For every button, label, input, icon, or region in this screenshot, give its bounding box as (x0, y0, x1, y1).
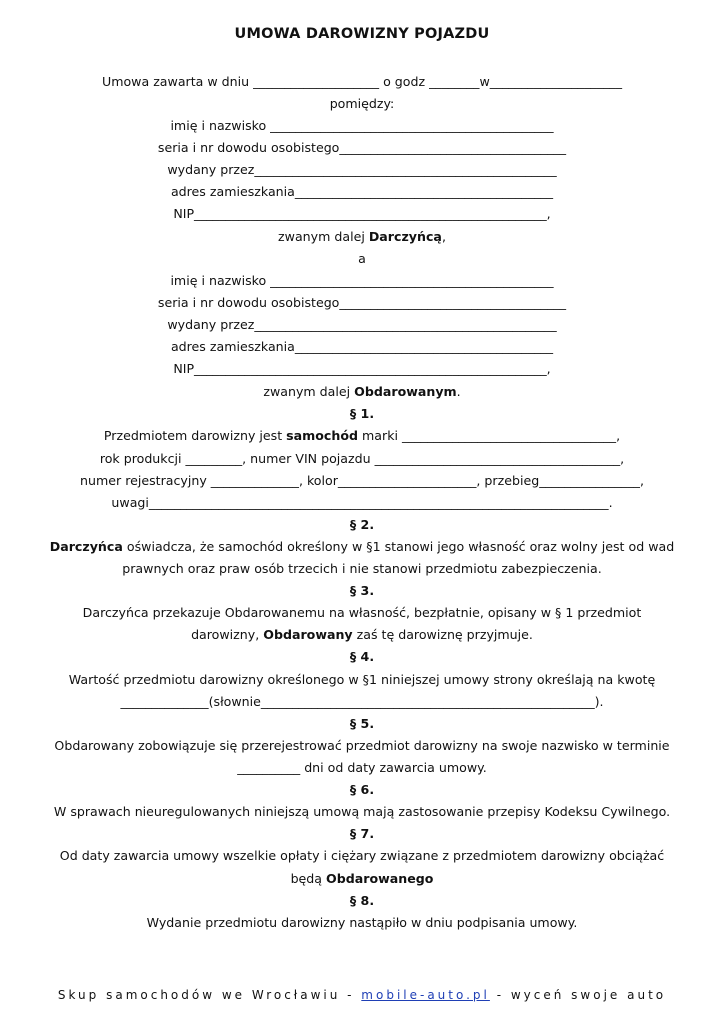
section-1-remarks-line: uwagi_________________________________________________________________________. (111, 495, 613, 510)
donor-role-name: Darczyńcą (368, 229, 442, 244)
donor-role-line: zwanym dalej Darczyńcą, (278, 229, 446, 244)
section-1-year-vin-line: rok produkcji _________, numer VIN pojazdu _______________________________________, (99, 451, 625, 466)
intro-between: pomiędzy: (329, 96, 395, 111)
donee-nip-field: NIP________________________________________________________, (173, 361, 551, 376)
section-4-amount-line: ______________(słownie_____________________________________________________). (120, 694, 604, 709)
donor-nip-field: NIP________________________________________________________, (173, 206, 551, 221)
section-5-heading: § 5. (349, 716, 375, 731)
donee-name-field: imię i nazwisko _____________________________________________ (170, 273, 554, 288)
section-3-line-2: darowizny, Obdarowany zaś tę darowiznę przyjmuje. (191, 627, 533, 642)
section-3-line-1: Darczyńca przekazuje Obdarowanemu na własność, bezpłatnie, opisany w § 1 przedmiot (82, 605, 642, 620)
section-2-line-2: prawnych oraz praw osób trzecich i nie stanowi przedmiotu zabezpieczenia. (122, 561, 602, 576)
section-2-heading: § 2. (349, 517, 375, 532)
document-title: UMOWA DAROWIZNY POJAZDU (234, 26, 490, 42)
donee-address-field: adres zamieszkania_________________________________________ (170, 339, 554, 354)
section-1-registration-line: numer rejestracyjny ______________, kolor______________________, przebieg________________, (80, 473, 644, 488)
section-5-line-1: Obdarowany zobowiązuje się przerejestrować przedmiot darowizny na swoje nazwisko w terminie (54, 738, 670, 753)
section-1-heading: § 1. (349, 406, 375, 421)
section-8-heading: § 8. (349, 893, 375, 908)
section-5-line-2: __________ dni od daty zawarcia umowy. (237, 760, 487, 775)
section-1-subject-line: Przedmiotem darowizny jest samochód marki __________________________________, (103, 428, 621, 443)
donee-role-name: Obdarowanym (354, 384, 457, 399)
section-4-line-1: Wartość przedmiotu darowizny określonego w §1 niniejszej umowy strony określają na kwotę (68, 672, 656, 687)
donee-role-line: zwanym dalej Obdarowanym. (263, 384, 461, 399)
intro-date-line: Umowa zawarta w dniu ____________________ o godz ________w_____________________ (101, 74, 623, 89)
donee-issued-field: wydany przez________________________________________________ (167, 317, 557, 332)
section-8-line-1: Wydanie przedmiotu darowizny nastąpiło w dniu podpisania umowy. (146, 915, 578, 930)
page-footer: Skup samochodów we Wrocławiu - mobile-auto.pl - wyceń swoje auto (57, 988, 667, 1002)
donor-id-field: seria i nr dowodu osobistego____________________________________ (157, 140, 567, 155)
section-3-heading: § 3. (349, 583, 375, 598)
donor-name-field: imię i nazwisko _____________________________________________ (170, 118, 554, 133)
section-4-heading: § 4. (349, 649, 375, 664)
section-7-line-1: Od daty zawarcia umowy wszelkie opłaty i ciężary związane z przedmiotem darowizny obciążać (59, 848, 665, 863)
footer-link[interactable]: mobile-auto.pl (361, 988, 490, 1002)
and-separator: a (358, 251, 366, 266)
donor-issued-field: wydany przez________________________________________________ (167, 162, 557, 177)
section-6-line-1: W sprawach nieuregulowanych niniejszą umową mają zastosowanie przepisy Kodeksu Cywilnego. (53, 804, 671, 819)
section-7-line-2: będą Obdarowanego (290, 871, 434, 886)
section-6-heading: § 6. (349, 782, 375, 797)
donor-address-field: adres zamieszkania_________________________________________ (170, 184, 554, 199)
section-7-heading: § 7. (349, 826, 375, 841)
section-2-line-1: Darczyńca oświadcza, że samochód określony w §1 stanowi jego własność oraz wolny jest od wad (49, 539, 675, 554)
donee-id-field: seria i nr dowodu osobistego____________________________________ (157, 295, 567, 310)
